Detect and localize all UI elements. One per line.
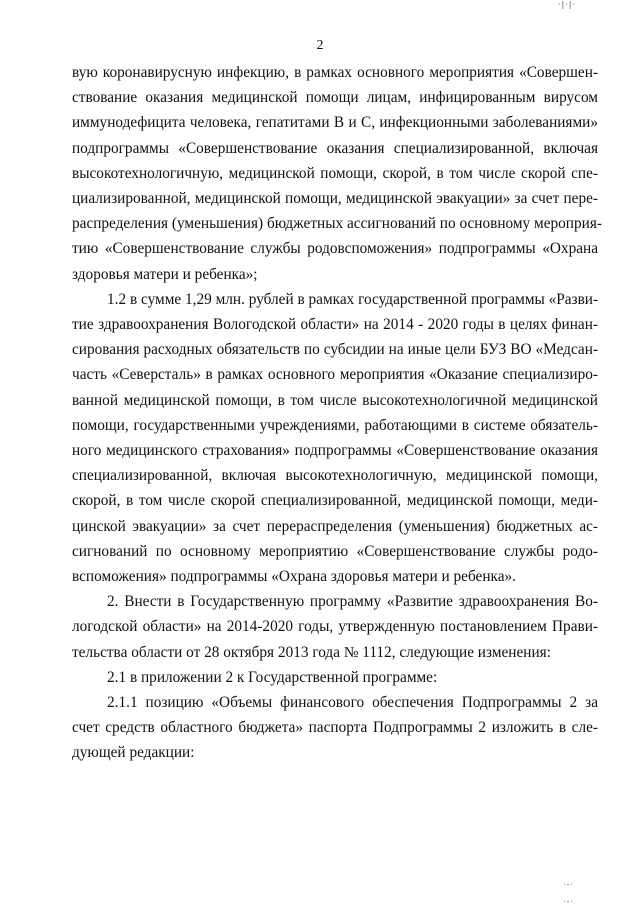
scan-mark-bottom-1: ·-· — [563, 880, 574, 889]
text-line: тие здравоохранения Вологодской области» на 2014 - 2020 годы в целях финан- — [72, 316, 598, 334]
text-line: сирования расходных обязательств по субсидии на иные цели БУЗ ВО «Медсан- — [72, 341, 598, 359]
text-line: высокотехнологичную, медицинской помощи, скорой, в том числе скорой спе- — [72, 164, 598, 182]
text-line: счет средств областного бюджета» паспорта Подпрограммы 2 изложить в сле- — [72, 719, 598, 737]
text-line: тельства области от 28 октября 2013 года № 1112, следующие изменения: — [72, 643, 551, 661]
paragraph — [72, 690, 598, 766]
text-line: вспоможения» подпрограммы «Охрана здоровья матери и ребенка». — [72, 568, 516, 586]
paragraph — [72, 665, 598, 690]
text-line: 2.1 в приложении 2 к Государственной программе: — [107, 668, 438, 686]
text-line: логодской области» на 2014-2020 годы, утвержденную постановлением Прави- — [72, 618, 598, 636]
text-line: цинской эвакуации» за счет перераспределения (уменьшения) бюджетных ас- — [72, 517, 598, 535]
text-line: специализированной, включая высокотехнологичную, медицинской помощи, — [72, 467, 598, 485]
text-line: ного медицинского страхования» подпрограммы «Совершенствование оказания — [72, 442, 598, 460]
text-line: вую коронавирусную инфекцию, в рамках основного мероприятия «Совершен- — [72, 64, 598, 81]
text-line: 1.2 в сумме 1,29 млн. рублей в рамках государственной программы «Разви- — [107, 290, 599, 308]
text-line: подпрограммы «Совершенствование оказания специализированной, включая — [72, 139, 598, 157]
text-line: сигнований по основному мероприятию «Совершенствование службы родо- — [72, 542, 598, 560]
text-line: ванной медицинской помощи, в том числе высокотехнологичной медицинской — [72, 391, 598, 409]
text-line: часть «Северсталь» в рамках основного мероприятия «Оказание специализиро- — [72, 366, 598, 384]
text-line: распределения (уменьшения) бюджетных ассигнований по основному мероприя- — [72, 215, 602, 233]
text-line: ствование оказания медицинской помощи лицам, инфицированным вирусом — [72, 89, 598, 107]
text-line: 2.1.1 позицию «Объемы финансового обеспечения Подпрограммы 2 за — [107, 694, 598, 712]
paragraph — [72, 589, 598, 665]
document-body — [72, 60, 602, 766]
scan-mark-top: ·|·|· — [557, 0, 576, 9]
paragraph — [72, 60, 602, 287]
text-line: здоровья матери и ребенка»; — [72, 265, 258, 283]
scan-mark-bottom-2: ·-· — [563, 897, 574, 906]
text-line: дующей редакции: — [72, 744, 195, 762]
text-line: скорой, в том числе скорой специализированной, медицинской помощи, меди- — [72, 492, 598, 510]
text-line: циализированной, медицинской помощи, медицинской эвакуации» за счет пере- — [72, 190, 598, 208]
text-line: тию «Совершенствование службы родовспоможения» подпрограммы «Охрана — [72, 240, 598, 258]
text-line: помощи, государственными учреждениями, работающими в системе обязатель- — [72, 416, 598, 434]
text-line: 2. Внести в Государственную программу «Развитие здравоохранения Во- — [107, 593, 598, 611]
page-number: 2 — [316, 38, 324, 53]
paragraph — [72, 287, 598, 589]
text-line: иммунодефицита человека, гепатитами В и С, инфекционными заболеваниями» — [72, 114, 598, 132]
